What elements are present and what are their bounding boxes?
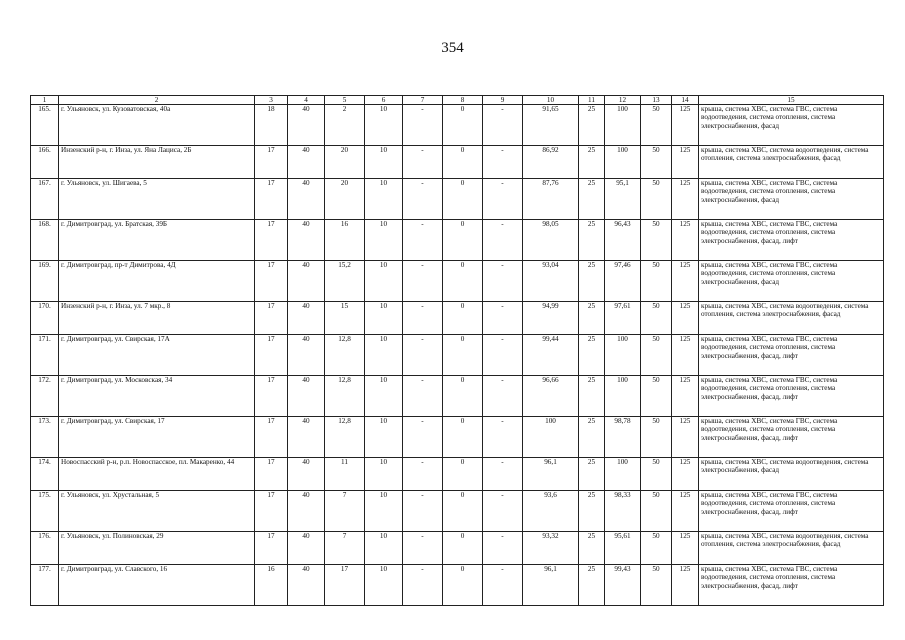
table-row <box>31 376 884 417</box>
col-10: 96,66 <box>523 376 579 417</box>
col-13: 50 <box>641 179 672 220</box>
col-7: - <box>403 179 443 220</box>
row-number: 168. <box>31 220 59 261</box>
col-12: 95,61 <box>605 532 641 565</box>
col-7: - <box>403 532 443 565</box>
col-4: 40 <box>288 532 325 565</box>
col-11: 25 <box>579 146 605 179</box>
col-3: 17 <box>255 220 288 261</box>
table-row <box>31 261 884 302</box>
col-4: 40 <box>288 302 325 335</box>
col-12: 97,61 <box>605 302 641 335</box>
col-6: 10 <box>365 417 403 458</box>
col-3: 17 <box>255 458 288 491</box>
col-12: 100 <box>605 105 641 146</box>
col-3: 18 <box>255 105 288 146</box>
col-9: - <box>483 146 523 179</box>
col-5: 12,8 <box>325 376 365 417</box>
address: г. Димитровград, пр-т Димитрова, 4Д <box>59 261 255 302</box>
col-6: 10 <box>365 335 403 376</box>
row-number: 167. <box>31 179 59 220</box>
table-row <box>31 458 884 491</box>
col-7: - <box>403 565 443 606</box>
column-header: 1 <box>31 96 59 105</box>
col-3: 17 <box>255 376 288 417</box>
col-6: 10 <box>365 261 403 302</box>
col-11: 25 <box>579 491 605 532</box>
table-row <box>31 532 884 565</box>
table-row <box>31 491 884 532</box>
col-10: 99,44 <box>523 335 579 376</box>
address: г. Димитровград, ул. Братская, 39Б <box>59 220 255 261</box>
row-number: 165. <box>31 105 59 146</box>
column-header: 5 <box>325 96 365 105</box>
col-8: 0 <box>443 491 483 532</box>
table-row <box>31 179 884 220</box>
table-row <box>31 335 884 376</box>
col-13: 50 <box>641 532 672 565</box>
col-3: 17 <box>255 146 288 179</box>
col-6: 10 <box>365 220 403 261</box>
col-6: 10 <box>365 179 403 220</box>
col-14: 125 <box>672 565 699 606</box>
col-5: 11 <box>325 458 365 491</box>
col-14: 125 <box>672 220 699 261</box>
work-types: крыша, система ХВС, система ГВС, система водоотведения, система отопления, система электроснабжения, фасад <box>699 261 884 302</box>
row-number: 166. <box>31 146 59 179</box>
address: г. Димитровград, ул. Московская, 34 <box>59 376 255 417</box>
col-7: - <box>403 417 443 458</box>
column-header: 14 <box>672 96 699 105</box>
col-13: 50 <box>641 261 672 302</box>
col-4: 40 <box>288 220 325 261</box>
col-7: - <box>403 335 443 376</box>
col-7: - <box>403 220 443 261</box>
address: г. Ульяновск, ул. Шигаева, 5 <box>59 179 255 220</box>
col-4: 40 <box>288 491 325 532</box>
col-3: 16 <box>255 565 288 606</box>
col-12: 99,43 <box>605 565 641 606</box>
row-number: 176. <box>31 532 59 565</box>
col-14: 125 <box>672 532 699 565</box>
col-14: 125 <box>672 261 699 302</box>
col-8: 0 <box>443 532 483 565</box>
col-14: 125 <box>672 179 699 220</box>
col-13: 50 <box>641 146 672 179</box>
table-row <box>31 105 884 146</box>
col-12: 100 <box>605 146 641 179</box>
col-6: 10 <box>365 532 403 565</box>
work-types: крыша, система ХВС, система ГВС, система водоотведения, система отопления, система электроснабжения, фасад, лифт <box>699 376 884 417</box>
col-4: 40 <box>288 417 325 458</box>
col-11: 25 <box>579 565 605 606</box>
row-number: 177. <box>31 565 59 606</box>
col-14: 125 <box>672 146 699 179</box>
col-7: - <box>403 458 443 491</box>
col-7: - <box>403 491 443 532</box>
address: г. Димитровград, ул. Свирская, 17А <box>59 335 255 376</box>
col-13: 50 <box>641 565 672 606</box>
table-row <box>31 417 884 458</box>
column-header: 3 <box>255 96 288 105</box>
col-11: 25 <box>579 105 605 146</box>
col-6: 10 <box>365 105 403 146</box>
col-10: 91,65 <box>523 105 579 146</box>
col-3: 17 <box>255 261 288 302</box>
col-9: - <box>483 565 523 606</box>
address: Инзенский р-н, г. Инза, ул. Яна Лациса, 2Б <box>59 146 255 179</box>
table-row <box>31 146 884 179</box>
col-11: 25 <box>579 376 605 417</box>
col-4: 40 <box>288 335 325 376</box>
col-9: - <box>483 302 523 335</box>
col-7: - <box>403 261 443 302</box>
col-13: 50 <box>641 302 672 335</box>
work-types: крыша, система ХВС, система водоотведения, система отопления, система электроснабжения, фасад <box>699 302 884 335</box>
col-10: 98,05 <box>523 220 579 261</box>
col-14: 125 <box>672 458 699 491</box>
col-11: 25 <box>579 335 605 376</box>
col-12: 97,46 <box>605 261 641 302</box>
col-10: 96,1 <box>523 458 579 491</box>
col-10: 100 <box>523 417 579 458</box>
col-14: 125 <box>672 302 699 335</box>
work-types: крыша, система ХВС, система ГВС, система водоотведения, система отопления, система электроснабжения, фасад <box>699 179 884 220</box>
col-8: 0 <box>443 302 483 335</box>
col-10: 87,76 <box>523 179 579 220</box>
col-6: 10 <box>365 376 403 417</box>
col-3: 17 <box>255 335 288 376</box>
row-number: 174. <box>31 458 59 491</box>
col-6: 10 <box>365 565 403 606</box>
col-12: 98,78 <box>605 417 641 458</box>
col-3: 17 <box>255 302 288 335</box>
column-number-row <box>31 96 884 105</box>
col-10: 94,99 <box>523 302 579 335</box>
col-8: 0 <box>443 220 483 261</box>
work-types: крыша, система ХВС, система ГВС, система водоотведения, система отопления, система электроснабжения, фасад, лифт <box>699 565 884 606</box>
col-5: 7 <box>325 532 365 565</box>
col-8: 0 <box>443 458 483 491</box>
col-4: 40 <box>288 565 325 606</box>
column-header: 4 <box>288 96 325 105</box>
col-4: 40 <box>288 179 325 220</box>
col-11: 25 <box>579 302 605 335</box>
column-header: 11 <box>579 96 605 105</box>
col-8: 0 <box>443 417 483 458</box>
col-13: 50 <box>641 376 672 417</box>
row-number: 173. <box>31 417 59 458</box>
col-13: 50 <box>641 417 672 458</box>
capital-repair-table <box>30 95 884 606</box>
row-number: 171. <box>31 335 59 376</box>
column-header: 13 <box>641 96 672 105</box>
col-10: 96,1 <box>523 565 579 606</box>
address: г. Ульяновск, ул. Кузоватовская, 40а <box>59 105 255 146</box>
col-8: 0 <box>443 146 483 179</box>
work-types: крыша, система ХВС, система ГВС, система водоотведения, система отопления, система электроснабжения, фасад, лифт <box>699 220 884 261</box>
column-header: 12 <box>605 96 641 105</box>
col-13: 50 <box>641 335 672 376</box>
col-6: 10 <box>365 491 403 532</box>
col-8: 0 <box>443 179 483 220</box>
col-5: 20 <box>325 179 365 220</box>
address: Инзенский р-н, г. Инза, ул. 7 мкр., 8 <box>59 302 255 335</box>
col-5: 20 <box>325 146 365 179</box>
col-7: - <box>403 376 443 417</box>
col-12: 100 <box>605 376 641 417</box>
address: г. Ульяновск, ул. Полиновская, 29 <box>59 532 255 565</box>
address: г. Ульяновск, ул. Хрустальная, 5 <box>59 491 255 532</box>
col-13: 50 <box>641 458 672 491</box>
col-7: - <box>403 146 443 179</box>
col-9: - <box>483 179 523 220</box>
col-12: 96,43 <box>605 220 641 261</box>
col-6: 10 <box>365 146 403 179</box>
col-4: 40 <box>288 376 325 417</box>
col-12: 100 <box>605 335 641 376</box>
table-row <box>31 220 884 261</box>
col-8: 0 <box>443 376 483 417</box>
col-10: 93,32 <box>523 532 579 565</box>
col-5: 17 <box>325 565 365 606</box>
col-9: - <box>483 105 523 146</box>
column-header: 6 <box>365 96 403 105</box>
col-9: - <box>483 491 523 532</box>
col-11: 25 <box>579 532 605 565</box>
col-14: 125 <box>672 376 699 417</box>
col-11: 25 <box>579 458 605 491</box>
col-14: 125 <box>672 105 699 146</box>
row-number: 169. <box>31 261 59 302</box>
col-10: 93,04 <box>523 261 579 302</box>
table-row <box>31 302 884 335</box>
col-3: 17 <box>255 532 288 565</box>
col-6: 10 <box>365 302 403 335</box>
col-12: 95,1 <box>605 179 641 220</box>
column-header: 7 <box>403 96 443 105</box>
column-header: 2 <box>59 96 255 105</box>
row-number: 170. <box>31 302 59 335</box>
address: г. Димитровград, ул. Славского, 16 <box>59 565 255 606</box>
col-11: 25 <box>579 179 605 220</box>
col-14: 125 <box>672 491 699 532</box>
col-12: 100 <box>605 458 641 491</box>
col-13: 50 <box>641 105 672 146</box>
col-7: - <box>403 105 443 146</box>
address: г. Димитровград, ул. Свирская, 17 <box>59 417 255 458</box>
col-5: 15 <box>325 302 365 335</box>
col-10: 86,92 <box>523 146 579 179</box>
table-body <box>31 105 884 606</box>
col-14: 125 <box>672 335 699 376</box>
col-9: - <box>483 458 523 491</box>
work-types: крыша, система ХВС, система ГВС, система водоотведения, система отопления, система электроснабжения, фасад, лифт <box>699 335 884 376</box>
work-types: крыша, система ХВС, система водоотведения, система электроснабжения, фасад <box>699 458 884 491</box>
work-types: крыша, система ХВС, система ГВС, система водоотведения, система отопления, система электроснабжения, фасад <box>699 105 884 146</box>
col-8: 0 <box>443 261 483 302</box>
work-types: крыша, система ХВС, система ГВС, система водоотведения, система отопления, система электроснабжения, фасад, лифт <box>699 417 884 458</box>
col-4: 40 <box>288 146 325 179</box>
col-5: 12,8 <box>325 335 365 376</box>
col-8: 0 <box>443 105 483 146</box>
col-13: 50 <box>641 491 672 532</box>
address: Новоспасский р-н, р.п. Новоспасское, пл. Макаренко, 44 <box>59 458 255 491</box>
col-13: 50 <box>641 220 672 261</box>
work-types: крыша, система ХВС, система водоотведения, система отопления, система электроснабжения, фасад <box>699 532 884 565</box>
work-types: крыша, система ХВС, система водоотведения, система отопления, система электроснабжения, фасад <box>699 146 884 179</box>
col-8: 0 <box>443 335 483 376</box>
col-9: - <box>483 220 523 261</box>
row-number: 172. <box>31 376 59 417</box>
work-types: крыша, система ХВС, система ГВС, система водоотведения, система отопления, система электроснабжения, фасад, лифт <box>699 491 884 532</box>
col-9: - <box>483 532 523 565</box>
col-14: 125 <box>672 417 699 458</box>
col-5: 16 <box>325 220 365 261</box>
col-3: 17 <box>255 417 288 458</box>
table-row <box>31 565 884 606</box>
col-3: 17 <box>255 491 288 532</box>
col-6: 10 <box>365 458 403 491</box>
col-4: 40 <box>288 458 325 491</box>
col-10: 93,6 <box>523 491 579 532</box>
col-9: - <box>483 335 523 376</box>
col-12: 98,33 <box>605 491 641 532</box>
col-7: - <box>403 302 443 335</box>
col-11: 25 <box>579 417 605 458</box>
column-header: 10 <box>523 96 579 105</box>
col-8: 0 <box>443 565 483 606</box>
col-5: 7 <box>325 491 365 532</box>
column-header: 9 <box>483 96 523 105</box>
col-5: 15,2 <box>325 261 365 302</box>
col-5: 2 <box>325 105 365 146</box>
column-header: 15 <box>699 96 884 105</box>
col-11: 25 <box>579 261 605 302</box>
page-number: 354 <box>441 40 464 56</box>
col-5: 12,8 <box>325 417 365 458</box>
col-4: 40 <box>288 105 325 146</box>
col-9: - <box>483 261 523 302</box>
column-header: 8 <box>443 96 483 105</box>
col-11: 25 <box>579 220 605 261</box>
col-9: - <box>483 376 523 417</box>
row-number: 175. <box>31 491 59 532</box>
col-3: 17 <box>255 179 288 220</box>
col-9: - <box>483 417 523 458</box>
col-4: 40 <box>288 261 325 302</box>
